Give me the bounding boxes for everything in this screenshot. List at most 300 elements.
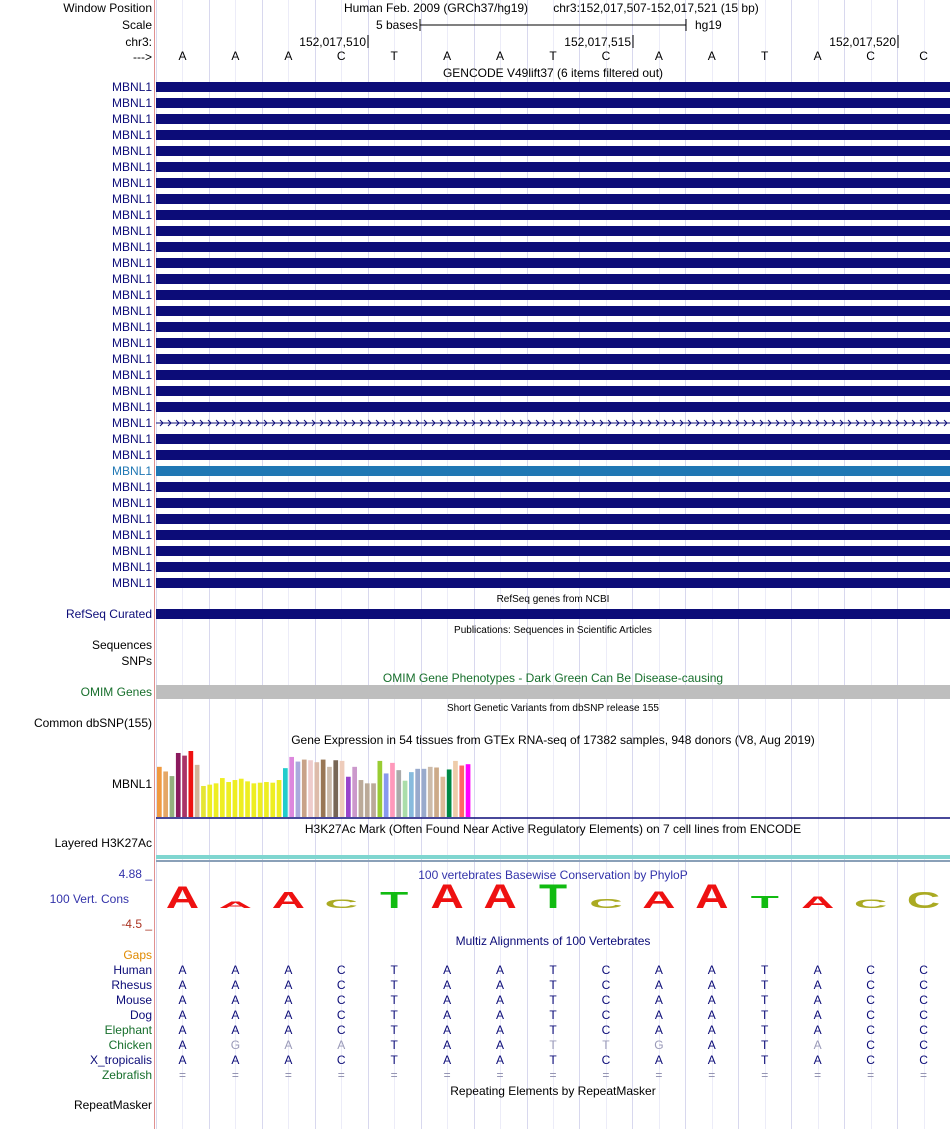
alignment-base: A	[178, 1038, 187, 1052]
alignment-base: =	[337, 1068, 345, 1082]
scale-bar	[418, 18, 688, 32]
gtex-tissue-bar[interactable]	[371, 783, 376, 817]
alignment-base: T	[761, 1008, 769, 1022]
gtex-tissue-bar[interactable]	[321, 760, 326, 817]
gtex-tissue-bar[interactable]	[195, 765, 200, 817]
species-label[interactable]: Human	[113, 963, 152, 977]
alignment-base: =	[655, 1068, 663, 1082]
gencode-transcript-bar[interactable]	[156, 562, 950, 572]
alignment-base: A	[284, 1008, 293, 1022]
assembly-text: Human Feb. 2009 (GRCh37/hg19)	[343, 1, 529, 15]
alignment-base: A	[443, 978, 452, 992]
alignment-base: A	[284, 1023, 293, 1037]
reference-base: A	[654, 49, 663, 63]
alignment-base: T	[549, 1053, 557, 1067]
phylop-logo-letter: A	[165, 879, 200, 914]
gtex-tissue-bar[interactable]	[308, 760, 313, 817]
track-label-column	[0, 0, 155, 1129]
alignment-base: T	[390, 1008, 398, 1022]
gencode-transcript-label[interactable]: MBNL1	[111, 128, 152, 142]
gencode-transcript-bar[interactable]	[156, 274, 950, 284]
gencode-transcript-label[interactable]: MBNL1	[111, 352, 152, 366]
alignment-base: C	[866, 978, 875, 992]
coord-label-1: 152,017,510	[299, 35, 366, 49]
gtex-tissue-bar[interactable]	[396, 770, 401, 817]
gencode-intron-line[interactable]	[156, 416, 950, 430]
gtex-tissue-bar[interactable]	[333, 760, 338, 817]
alignment-base: A	[178, 978, 187, 992]
coord-label-2: 152,017,515	[564, 35, 631, 49]
gencode-transcript-bar[interactable]	[156, 226, 950, 236]
alignment-base: G	[230, 1038, 241, 1052]
alignment-base: =	[602, 1068, 610, 1082]
gtex-track-title[interactable]: Gene Expression in 54 tissues from GTEx RNA-seq of 17382 samples, 948 donors (V8, Aug 2019)	[291, 733, 815, 747]
alignment-base: A	[231, 1008, 240, 1022]
alignment-base: A	[284, 1053, 293, 1067]
gencode-transcript-bar[interactable]	[156, 98, 950, 108]
gencode-transcript-bar[interactable]	[156, 434, 950, 444]
gencode-transcript-label[interactable]: MBNL1	[111, 144, 152, 158]
gencode-transcript-label[interactable]: MBNL1	[111, 320, 152, 334]
gencode-transcript-bar[interactable]	[156, 306, 950, 316]
gtex-tissue-bar[interactable]	[296, 762, 301, 817]
snps-track-label[interactable]: SNPs	[121, 654, 152, 668]
dbsnp-track-title[interactable]: Short Genetic Variants from dbSNP release 155	[447, 703, 659, 714]
species-label[interactable]: Dog	[129, 1008, 152, 1022]
reference-base: T	[549, 49, 557, 63]
alignment-base: A	[654, 1008, 663, 1022]
gtex-tissue-bar[interactable]	[207, 785, 212, 817]
gencode-transcript-bar[interactable]	[156, 578, 950, 588]
alignment-base: A	[813, 963, 822, 977]
alignment-base: A	[284, 993, 293, 1007]
gencode-transcript-bar[interactable]	[156, 498, 950, 508]
alignment-base: C	[919, 963, 928, 977]
gencode-transcript-label[interactable]: MBNL1	[111, 160, 152, 174]
gencode-track-title[interactable]: GENCODE V49lift37 (6 items filtered out)	[442, 66, 664, 80]
gtex-tissue-bar[interactable]	[409, 772, 414, 817]
alignment-base: =	[284, 1068, 292, 1082]
alignment-base: C	[336, 1053, 346, 1067]
gencode-transcript-bar[interactable]	[156, 370, 950, 380]
alignment-base: T	[602, 1038, 610, 1052]
gencode-transcript-bar[interactable]	[156, 290, 950, 300]
alignment-base: C	[601, 978, 611, 992]
gencode-transcript-bar[interactable]	[156, 210, 950, 220]
alignment-base: A	[654, 978, 663, 992]
refseq-gene-bar[interactable]	[156, 609, 950, 619]
alignment-base: T	[390, 1023, 398, 1037]
gencode-transcript-bar[interactable]	[156, 258, 950, 268]
refseq-track-title[interactable]: RefSeq genes from NCBI	[496, 594, 610, 605]
gaps-label[interactable]: Gaps	[123, 948, 152, 962]
position-text: chr3:152,017,507-152,017,521 (15 bp)	[553, 1, 759, 15]
alignment-base: C	[919, 1008, 928, 1022]
gtex-tissue-bar[interactable]	[428, 767, 433, 817]
alignment-base: A	[443, 1008, 452, 1022]
species-label[interactable]: Rhesus	[111, 978, 152, 992]
phylop-logo-letter: A	[271, 887, 305, 914]
gencode-transcript-label[interactable]: MBNL1	[111, 560, 152, 574]
alignment-base: C	[601, 1053, 611, 1067]
alignment-base: C	[866, 1008, 875, 1022]
alignment-base: C	[601, 993, 611, 1007]
alignment-base: A	[496, 993, 505, 1007]
alignment-base: A	[707, 1038, 716, 1052]
alignment-base: A	[496, 963, 505, 977]
gtex-tissue-bar[interactable]	[365, 783, 370, 817]
reference-base: C	[919, 49, 928, 63]
alignment-base: =	[496, 1068, 504, 1082]
alignment-base: C	[601, 1023, 611, 1037]
gtex-tissue-bar[interactable]	[459, 766, 464, 817]
gtex-tissue-bar[interactable]	[189, 751, 194, 817]
gtex-tissue-bar[interactable]	[270, 783, 275, 817]
alignment-base: A	[178, 963, 187, 977]
gencode-transcript-bar[interactable]	[156, 514, 950, 524]
alignment-base: A	[496, 978, 505, 992]
coord-label-3: 152,017,520	[829, 35, 896, 49]
gtex-tissue-bar[interactable]	[453, 761, 458, 817]
multiz-track-title[interactable]: Multiz Alignments of 100 Vertebrates	[455, 934, 651, 948]
gencode-transcript-bar[interactable]	[156, 114, 950, 124]
reference-base: C	[336, 49, 346, 63]
alignment-base: C	[336, 978, 346, 992]
gtex-tissue-bar[interactable]	[157, 767, 162, 817]
reference-base: A	[231, 49, 240, 63]
gencode-transcript-label[interactable]: MBNL1	[111, 112, 152, 126]
omim-track-title[interactable]: OMIM Gene Phenotypes - Dark Green Can Be Disease-causing	[382, 671, 724, 685]
gencode-transcript-bar[interactable]	[156, 178, 950, 188]
alignment-base: C	[919, 993, 928, 1007]
phylop-logo-letter: C	[324, 898, 358, 911]
strand-label[interactable]: --->	[133, 50, 152, 64]
gtex-tissue-bar[interactable]	[283, 768, 288, 817]
alignment-base: =	[708, 1068, 716, 1082]
gtex-tissue-bar[interactable]	[163, 771, 168, 817]
gencode-transcript-label[interactable]: MBNL1	[111, 256, 152, 270]
gencode-transcript-label[interactable]: MBNL1	[111, 512, 152, 526]
alignment-base: =	[549, 1068, 557, 1082]
gencode-transcript-label[interactable]: MBNL1	[111, 400, 152, 414]
gtex-tissue-bar[interactable]	[415, 769, 420, 817]
alignment-base: C	[866, 1038, 875, 1052]
alignment-base: T	[549, 1023, 557, 1037]
alignment-base: A	[443, 1038, 452, 1052]
gencode-transcript-label[interactable]: MBNL1	[111, 480, 152, 494]
gencode-transcript-bar[interactable]	[156, 402, 950, 412]
alignment-base: T	[390, 1038, 398, 1052]
phylop-logo-letter: C	[589, 896, 623, 911]
species-label[interactable]: Mouse	[115, 993, 152, 1007]
gencode-transcript-bar[interactable]	[156, 450, 950, 460]
gencode-transcript-bar[interactable]	[156, 194, 950, 204]
alignment-base: C	[336, 963, 346, 977]
gtex-tissue-bar[interactable]	[378, 761, 383, 817]
gencode-transcript-label[interactable]: MBNL1	[111, 576, 152, 590]
reference-base: C	[866, 49, 875, 63]
reference-base: A	[178, 49, 187, 63]
gencode-transcript-bar[interactable]	[156, 354, 950, 364]
alignment-base: C	[919, 1023, 928, 1037]
alignment-base: =	[443, 1068, 451, 1082]
gencode-transcript-label[interactable]: MBNL1	[111, 192, 152, 206]
h3k27ac-layer-gray	[156, 860, 950, 862]
gtex-tissue-bar[interactable]	[315, 762, 320, 817]
h3k27ac-track-label[interactable]: Layered H3K27Ac	[54, 836, 152, 850]
gtex-tissue-bar[interactable]	[327, 767, 332, 817]
phylop-track-label[interactable]: 100 Vert. Cons	[49, 892, 129, 906]
gtex-tissue-bar[interactable]	[434, 768, 439, 818]
phylop-min-label: -4.5 _	[121, 917, 152, 931]
alignment-base: A	[231, 978, 240, 992]
alignment-base: A	[443, 1053, 452, 1067]
alignment-base: C	[336, 1023, 346, 1037]
alignment-base: T	[761, 1023, 769, 1037]
alignment-base: A	[654, 993, 663, 1007]
gtex-tissue-bar[interactable]	[390, 763, 395, 817]
reference-base: T	[761, 49, 769, 63]
reference-base: A	[707, 49, 716, 63]
alignment-base: A	[707, 993, 716, 1007]
gencode-transcript-label[interactable]: MBNL1	[111, 208, 152, 222]
alignment-base: A	[496, 1023, 505, 1037]
gtex-tissue-bar[interactable]	[239, 779, 244, 817]
alignment-base: T	[390, 1053, 398, 1067]
alignment-base: T	[549, 993, 557, 1007]
alignment-base: A	[231, 993, 240, 1007]
gencode-transcript-bar[interactable]	[156, 546, 950, 556]
phylop-logo[interactable]	[156, 878, 950, 914]
alignment-base: C	[866, 1053, 875, 1067]
gtex-tissue-bar[interactable]	[359, 780, 364, 817]
repeatmasker-track-title[interactable]: Repeating Elements by RepeatMasker	[450, 1084, 656, 1098]
gencode-transcript-label[interactable]: MBNL1	[111, 288, 152, 302]
alignment-base: =	[231, 1068, 239, 1082]
refseq-track-label[interactable]: RefSeq Curated	[65, 607, 152, 621]
alignment-base: C	[601, 963, 611, 977]
reference-base: A	[496, 49, 505, 63]
alignment-base: C	[866, 963, 875, 977]
db-text: hg19	[695, 18, 722, 32]
gtex-tissue-bar[interactable]	[277, 780, 282, 817]
gencode-transcript-label[interactable]: MBNL1	[111, 448, 152, 462]
reference-base: T	[390, 49, 398, 63]
gencode-transcript-label[interactable]: MBNL1	[111, 96, 152, 110]
gencode-transcript-label[interactable]: MBNL1	[111, 544, 152, 558]
gtex-tissue-bar[interactable]	[403, 781, 408, 817]
gtex-tissue-bar[interactable]	[302, 760, 307, 817]
window-position-label[interactable]: Window Position	[63, 1, 152, 15]
h3k27ac-signal[interactable]	[156, 852, 950, 866]
alignment-base: T	[761, 1053, 769, 1067]
gtex-tissue-bar[interactable]	[441, 777, 446, 817]
gencode-transcript-label[interactable]: MBNL1	[111, 80, 152, 94]
publications-track-label[interactable]: Sequences	[91, 638, 152, 652]
gtex-tissue-bar[interactable]	[182, 756, 187, 817]
alignment-base: C	[919, 1038, 928, 1052]
gencode-transcript-label[interactable]: MBNL1	[111, 528, 152, 542]
label-column-border	[154, 0, 155, 1129]
gencode-transcript-bar[interactable]	[156, 530, 950, 540]
alignment-base: =	[814, 1068, 822, 1082]
gencode-transcript-label[interactable]: MBNL1	[111, 416, 152, 430]
gencode-transcript-label[interactable]: MBNL1	[111, 336, 152, 350]
dbsnp-track-label[interactable]: Common dbSNP(155)	[33, 716, 152, 730]
species-label[interactable]: X_tropicalis	[89, 1053, 152, 1067]
gtex-tissue-bar[interactable]	[226, 782, 231, 817]
alignment-base: A	[813, 993, 822, 1007]
chrom-label[interactable]: chr3:	[125, 35, 152, 49]
alignment-base: A	[496, 1038, 505, 1052]
gencode-transcript-label[interactable]: MBNL1	[111, 464, 152, 478]
alignment-base: A	[813, 1038, 822, 1052]
gtex-tissue-bar[interactable]	[233, 780, 238, 817]
phylop-track-title[interactable]: 100 vertebrates Basewise Conservation by PhyloP	[418, 868, 688, 882]
alignment-base: A	[654, 1053, 663, 1067]
gtex-bar-chart[interactable]	[156, 745, 950, 821]
gencode-transcript-label[interactable]: MBNL1	[111, 304, 152, 318]
gencode-transcript-label[interactable]: MBNL1	[111, 176, 152, 190]
gencode-transcript-bar[interactable]	[156, 466, 950, 476]
gencode-transcript-label[interactable]: MBNL1	[111, 496, 152, 510]
gencode-transcript-label[interactable]: MBNL1	[111, 224, 152, 238]
gtex-tissue-bar[interactable]	[214, 783, 219, 817]
phylop-logo-letter: A	[218, 899, 253, 911]
gencode-transcript-label[interactable]: MBNL1	[111, 368, 152, 382]
alignment-base: =	[178, 1068, 186, 1082]
h3k27ac-track-title[interactable]: H3K27Ac Mark (Often Found Near Active Regulatory Elements) on 7 cell lines from ENCODE	[304, 822, 802, 836]
alignment-base: A	[231, 1053, 240, 1067]
phylop-logo-letter: A	[695, 878, 729, 914]
alignment-base: T	[390, 993, 398, 1007]
gtex-tissue-bar[interactable]	[447, 769, 452, 817]
gencode-transcript-bar[interactable]	[156, 322, 950, 332]
alignment-base: A	[443, 993, 452, 1007]
omim-gene-bar[interactable]	[156, 685, 950, 699]
publications-track-title[interactable]: Publications: Sequences in Scientific Articles	[454, 625, 652, 636]
repeatmasker-track-label[interactable]: RepeatMasker	[73, 1098, 152, 1112]
gtex-tissue-bar[interactable]	[346, 777, 351, 817]
alignment-base: C	[919, 978, 928, 992]
species-label[interactable]: Chicken	[108, 1038, 152, 1052]
phylop-logo-letter: A	[801, 893, 835, 912]
reference-base: C	[601, 49, 611, 63]
alignment-base: A	[707, 963, 716, 977]
alignment-base: A	[654, 1023, 663, 1037]
species-label[interactable]: Zebrafish	[101, 1068, 152, 1082]
alignment-base: A	[443, 1023, 452, 1037]
phylop-logo-letter: C	[906, 887, 941, 914]
gtex-tissue-bar[interactable]	[170, 776, 175, 817]
scale-label[interactable]: Scale	[121, 18, 152, 32]
phylop-logo-letter: A	[483, 878, 517, 914]
alignment-base: G	[654, 1038, 664, 1052]
gencode-transcript-bar[interactable]	[156, 338, 950, 348]
alignment-base: A	[707, 1008, 716, 1022]
alignment-base: A	[178, 993, 187, 1007]
phylop-max-label: 4.88 _	[118, 867, 152, 881]
alignment-base: C	[866, 993, 875, 1007]
gencode-transcript-bar[interactable]	[156, 482, 950, 492]
reference-base: A	[284, 49, 293, 63]
gtex-tissue-bar[interactable]	[258, 783, 263, 817]
gtex-tissue-bar[interactable]	[289, 757, 294, 817]
phylop-logo-letter: A	[430, 878, 464, 914]
alignment-base: C	[336, 993, 346, 1007]
gencode-transcript-bar[interactable]	[156, 130, 950, 140]
h3k27ac-layer-cyan	[156, 855, 950, 859]
gencode-transcript-bar[interactable]	[156, 146, 950, 156]
gencode-transcript-label[interactable]: MBNL1	[111, 432, 152, 446]
phylop-logo-letter: T	[750, 893, 779, 912]
gencode-transcript-bar[interactable]	[156, 162, 950, 172]
reference-base: A	[443, 49, 452, 63]
alignment-base: A	[284, 963, 293, 977]
alignment-base: A	[284, 1038, 293, 1052]
phylop-logo-letter: A	[642, 886, 676, 914]
phylop-logo-letter: T	[380, 887, 409, 914]
gencode-transcript-label[interactable]: MBNL1	[111, 272, 152, 286]
reference-base: A	[813, 49, 822, 63]
gtex-tissue-bar[interactable]	[340, 761, 345, 817]
gtex-tissue-bar[interactable]	[264, 782, 269, 817]
alignment-base: A	[231, 963, 240, 977]
gencode-transcript-bar[interactable]	[156, 82, 950, 92]
alignment-base: C	[601, 1008, 611, 1022]
gtex-tissue-bar[interactable]	[422, 769, 427, 817]
alignment-base: T	[549, 1038, 557, 1052]
alignment-base: T	[761, 963, 769, 977]
gtex-gene-label[interactable]: MBNL1	[111, 777, 152, 791]
gtex-tissue-bar[interactable]	[252, 783, 257, 817]
gencode-transcript-label[interactable]: MBNL1	[111, 384, 152, 398]
species-label[interactable]: Elephant	[104, 1023, 152, 1037]
coord-ticks	[156, 33, 950, 49]
alignment-base: A	[654, 963, 663, 977]
omim-track-label[interactable]: OMIM Genes	[80, 685, 152, 699]
gtex-tissue-bar[interactable]	[384, 773, 389, 817]
alignment-base: A	[496, 1008, 505, 1022]
gtex-tissue-bar[interactable]	[220, 778, 225, 817]
alignment-base: C	[919, 1053, 928, 1067]
alignment-base: T	[761, 993, 769, 1007]
alignment-base: A	[496, 1053, 505, 1067]
alignment-base: T	[390, 963, 398, 977]
phylop-logo-letter: T	[538, 878, 568, 914]
gtex-tissue-bar[interactable]	[201, 786, 206, 817]
gencode-transcript-bar[interactable]	[156, 242, 950, 252]
gencode-transcript-bar[interactable]	[156, 386, 950, 396]
alignment-base: A	[813, 1008, 822, 1022]
alignment-base: =	[867, 1068, 875, 1082]
alignment-base: C	[866, 1023, 875, 1037]
alignment-base: A	[231, 1023, 240, 1037]
alignment-base: =	[390, 1068, 398, 1082]
phylop-logo-letter: C	[853, 898, 888, 911]
alignment-base: A	[178, 1053, 187, 1067]
gencode-transcript-label[interactable]: MBNL1	[111, 240, 152, 254]
alignment-base: T	[761, 978, 769, 992]
scale-text: 5 bases	[375, 18, 418, 32]
gtex-tissue-bar[interactable]	[176, 753, 181, 817]
alignment-base: C	[336, 1008, 346, 1022]
track-area[interactable]	[156, 0, 950, 1129]
gtex-tissue-bar[interactable]	[245, 781, 250, 817]
alignment-base: A	[707, 1023, 716, 1037]
gtex-tissue-bar[interactable]	[352, 767, 357, 817]
gtex-tissue-bar[interactable]	[466, 764, 471, 817]
